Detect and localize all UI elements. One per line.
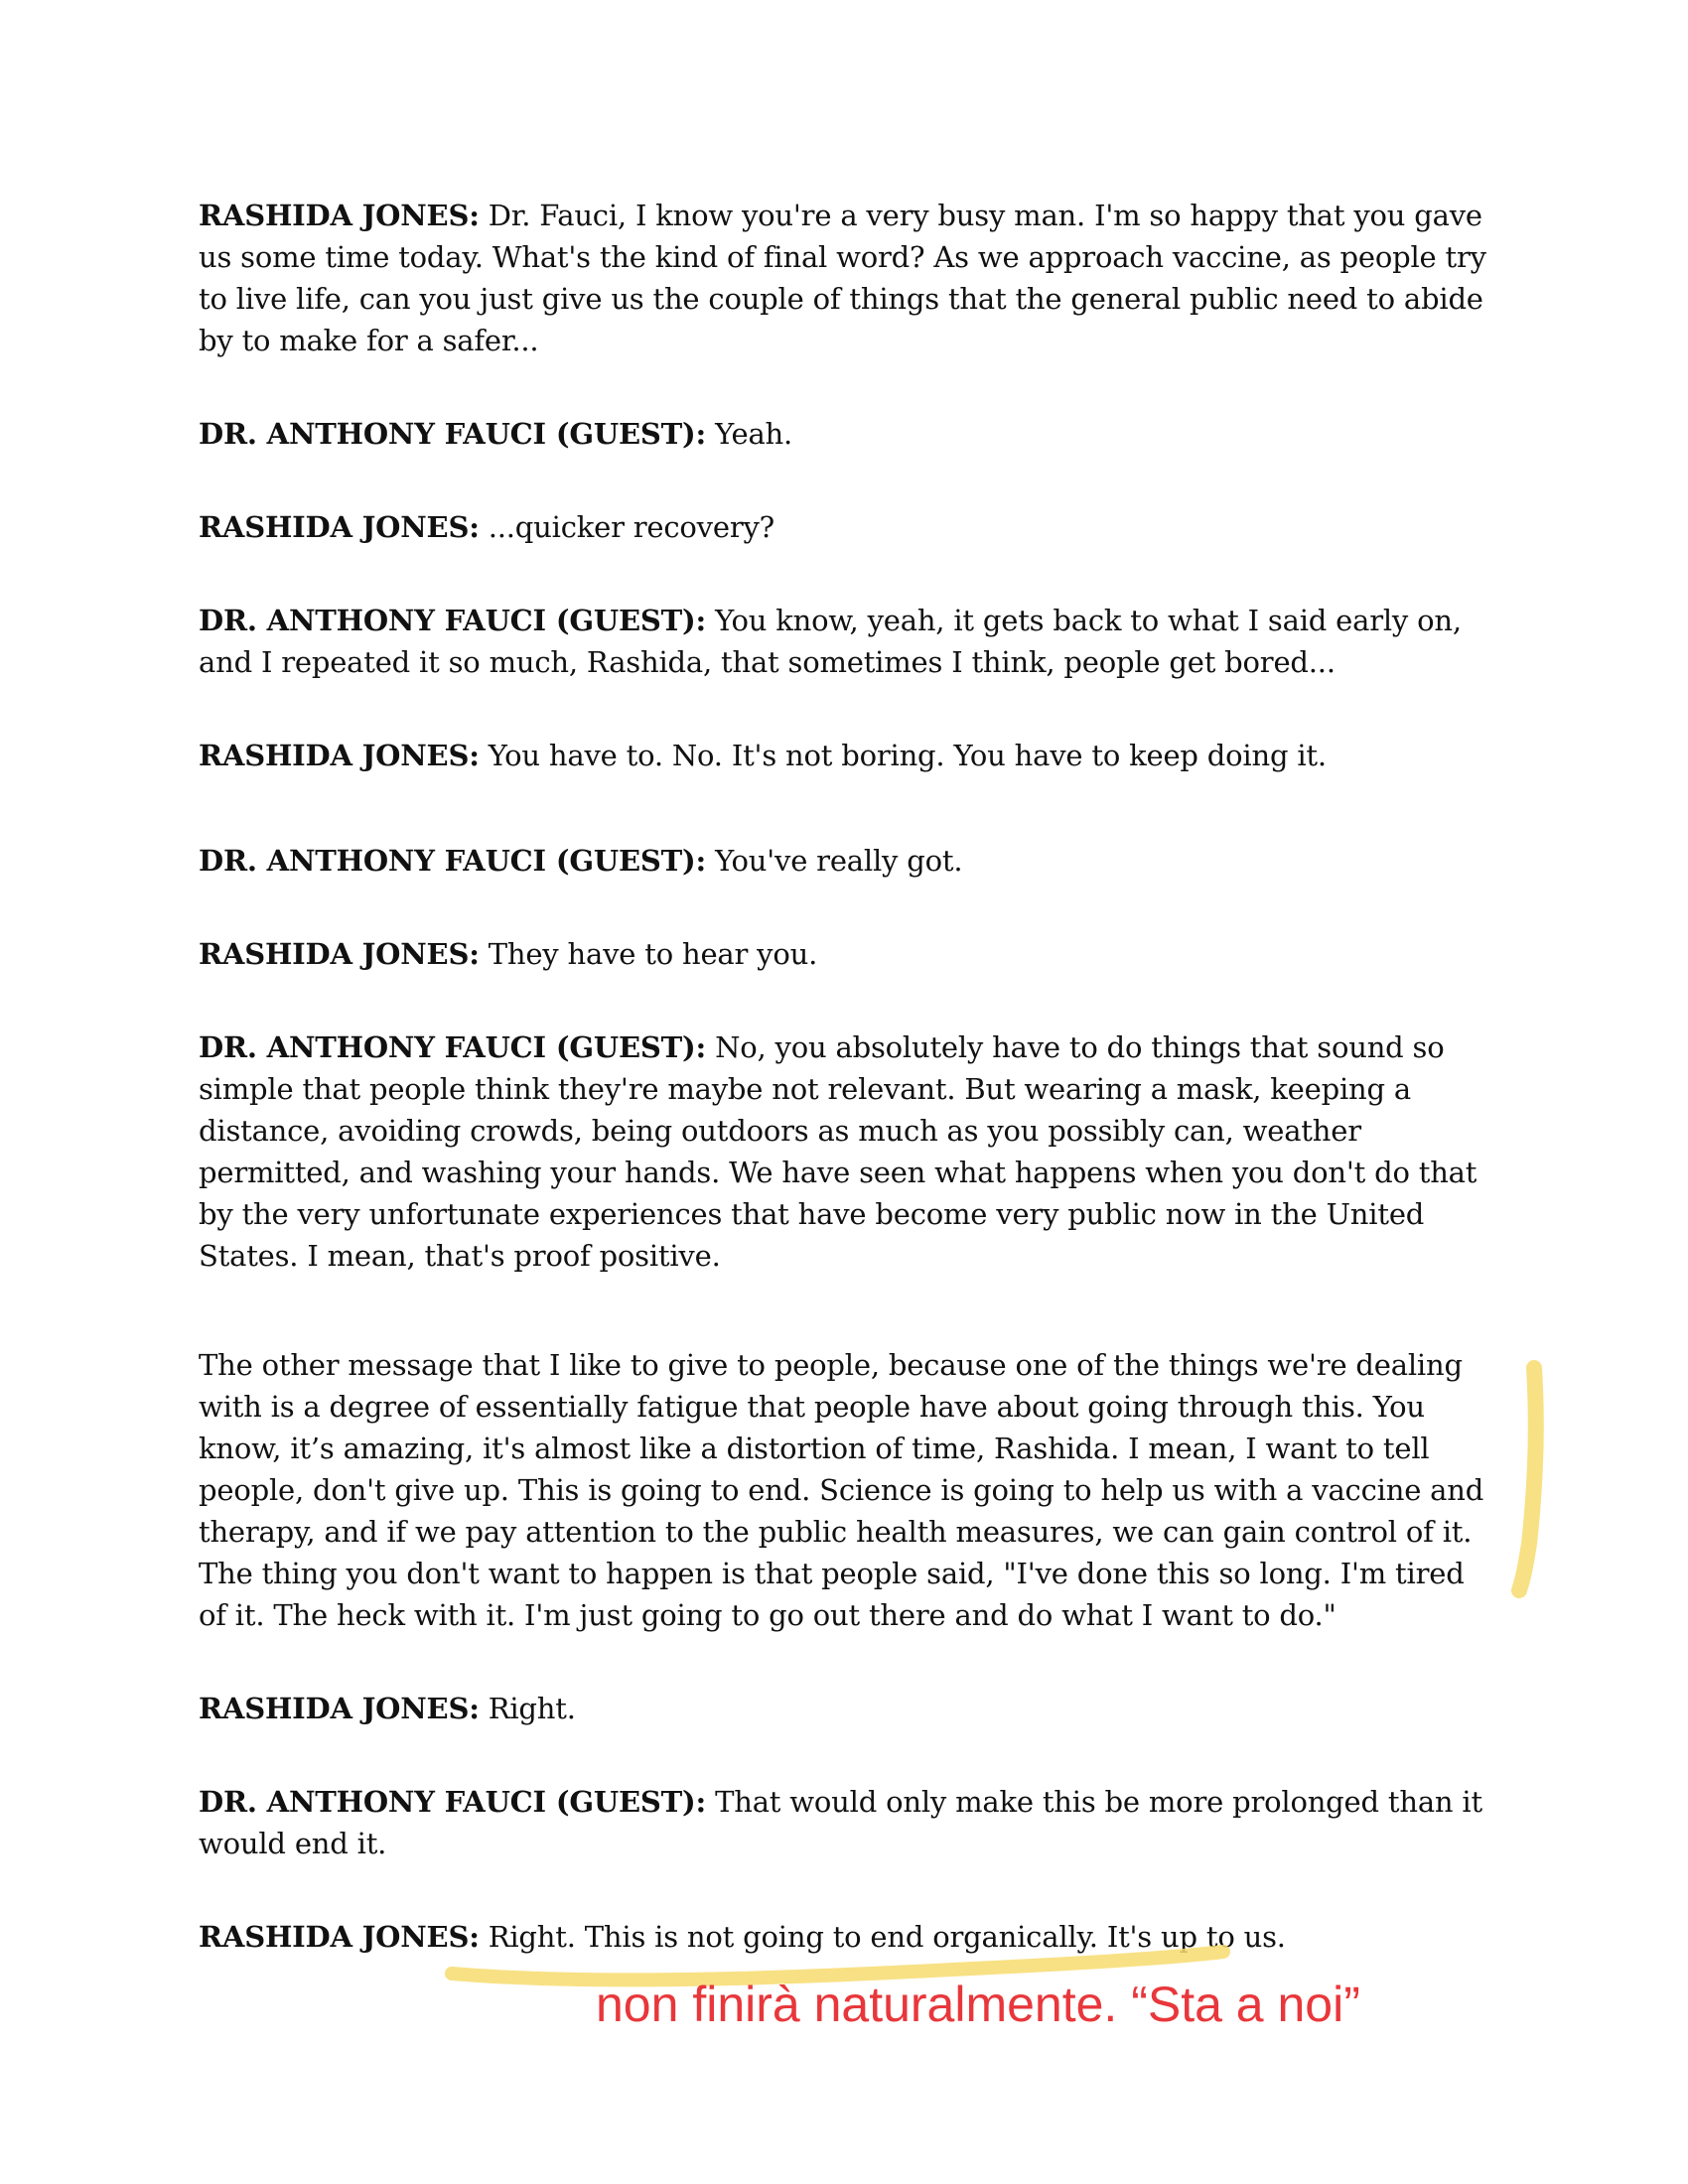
speaker-label: RASHIDA JONES:	[199, 199, 480, 232]
transcript-paragraph-8	[199, 1026, 1489, 1277]
speaker-label: DR. ANTHONY FAUCI (GUEST):	[199, 844, 707, 878]
utterance-text: Right. This is not going to end organically. It's up to us.	[479, 1920, 1286, 1954]
transcript	[199, 195, 1489, 1958]
transcript-paragraph-9	[199, 1344, 1489, 1636]
speaker-label: RASHIDA JONES:	[199, 739, 480, 772]
transcript-paragraph-7	[199, 933, 1489, 975]
transcript-paragraph-1	[199, 195, 1489, 361]
utterance-text: ...quicker recovery?	[479, 510, 775, 544]
transcript-paragraph-6	[199, 840, 1489, 882]
utterance-text: You've really got.	[706, 844, 963, 878]
transcript-paragraph-2	[199, 413, 1489, 455]
transcript-paragraph-3	[199, 506, 1489, 548]
speaker-label: DR. ANTHONY FAUCI (GUEST):	[199, 604, 707, 637]
utterance-text: Yeah.	[706, 417, 793, 451]
speaker-label: DR. ANTHONY FAUCI (GUEST):	[199, 417, 707, 451]
utterance-text: You have to. No. It's not boring. You have to keep doing it.	[479, 739, 1327, 772]
highlighter-vertical-stroke	[1519, 1368, 1536, 1590]
utterance-text: That would only make this be more prolonged than it would end it.	[199, 1785, 1482, 1860]
handwritten-annotation: non finirà naturalmente. “Sta a noi”	[596, 1977, 1360, 2032]
speaker-label: DR. ANTHONY FAUCI (GUEST):	[199, 1785, 707, 1819]
speaker-label: RASHIDA JONES:	[199, 1920, 480, 1954]
utterance-text: Dr. Fauci, I know you're a very busy man. I'm so happy that you gave us some time today. What's the kind of final word? As we approach vaccine, as people try to live life, can you just give us the couple of things that the general public need to abide by to make for a safer...	[199, 199, 1486, 357]
transcript-paragraph-11	[199, 1781, 1489, 1864]
speaker-label: DR. ANTHONY FAUCI (GUEST):	[199, 1030, 707, 1064]
utterance-text: No, you absolutely have to do things that sound so simple that people think they're maybe not relevant. But wearing a mask, keeping a distance, avoiding crowds, being outdoors as much as you possibly can, weather permitted, and washing your hands. We have seen what happens when you don't do that by the very unfortunate experiences that have become very public now in the United States. I mean, that's proof positive.	[199, 1030, 1477, 1273]
speaker-label: RASHIDA JONES:	[199, 510, 480, 544]
utterance-text: The other message that I like to give to people, because one of the things we're dealing with is a degree of essentially fatigue that people have about going through this. You know, it’s amazing, it's almost like a distortion of time, Rashida. I mean, I want to tell people, don't give up. This is going to end. Science is going to help us with a vaccine and therapy, and if we pay attention to the public health measures, we can gain control of it. The thing you don't want to happen is that people said, "I've done this so long. I'm tired of it. The heck with it. I'm just going to go out there and do what I want to do."	[199, 1348, 1484, 1632]
utterance-text: You know, yeah, it gets back to what I said early on, and I repeated it so much, Rashida, that sometimes I think, people get bored...	[199, 604, 1462, 679]
speaker-label: RASHIDA JONES:	[199, 1692, 480, 1725]
transcript-paragraph-10	[199, 1688, 1489, 1729]
speaker-label: RASHIDA JONES:	[199, 937, 480, 971]
transcript-paragraph-12	[199, 1916, 1489, 1958]
utterance-text: Right.	[479, 1692, 576, 1725]
utterance-text: They have to hear you.	[479, 937, 818, 971]
transcript-paragraph-5	[199, 735, 1489, 776]
transcript-paragraph-4	[199, 600, 1489, 683]
